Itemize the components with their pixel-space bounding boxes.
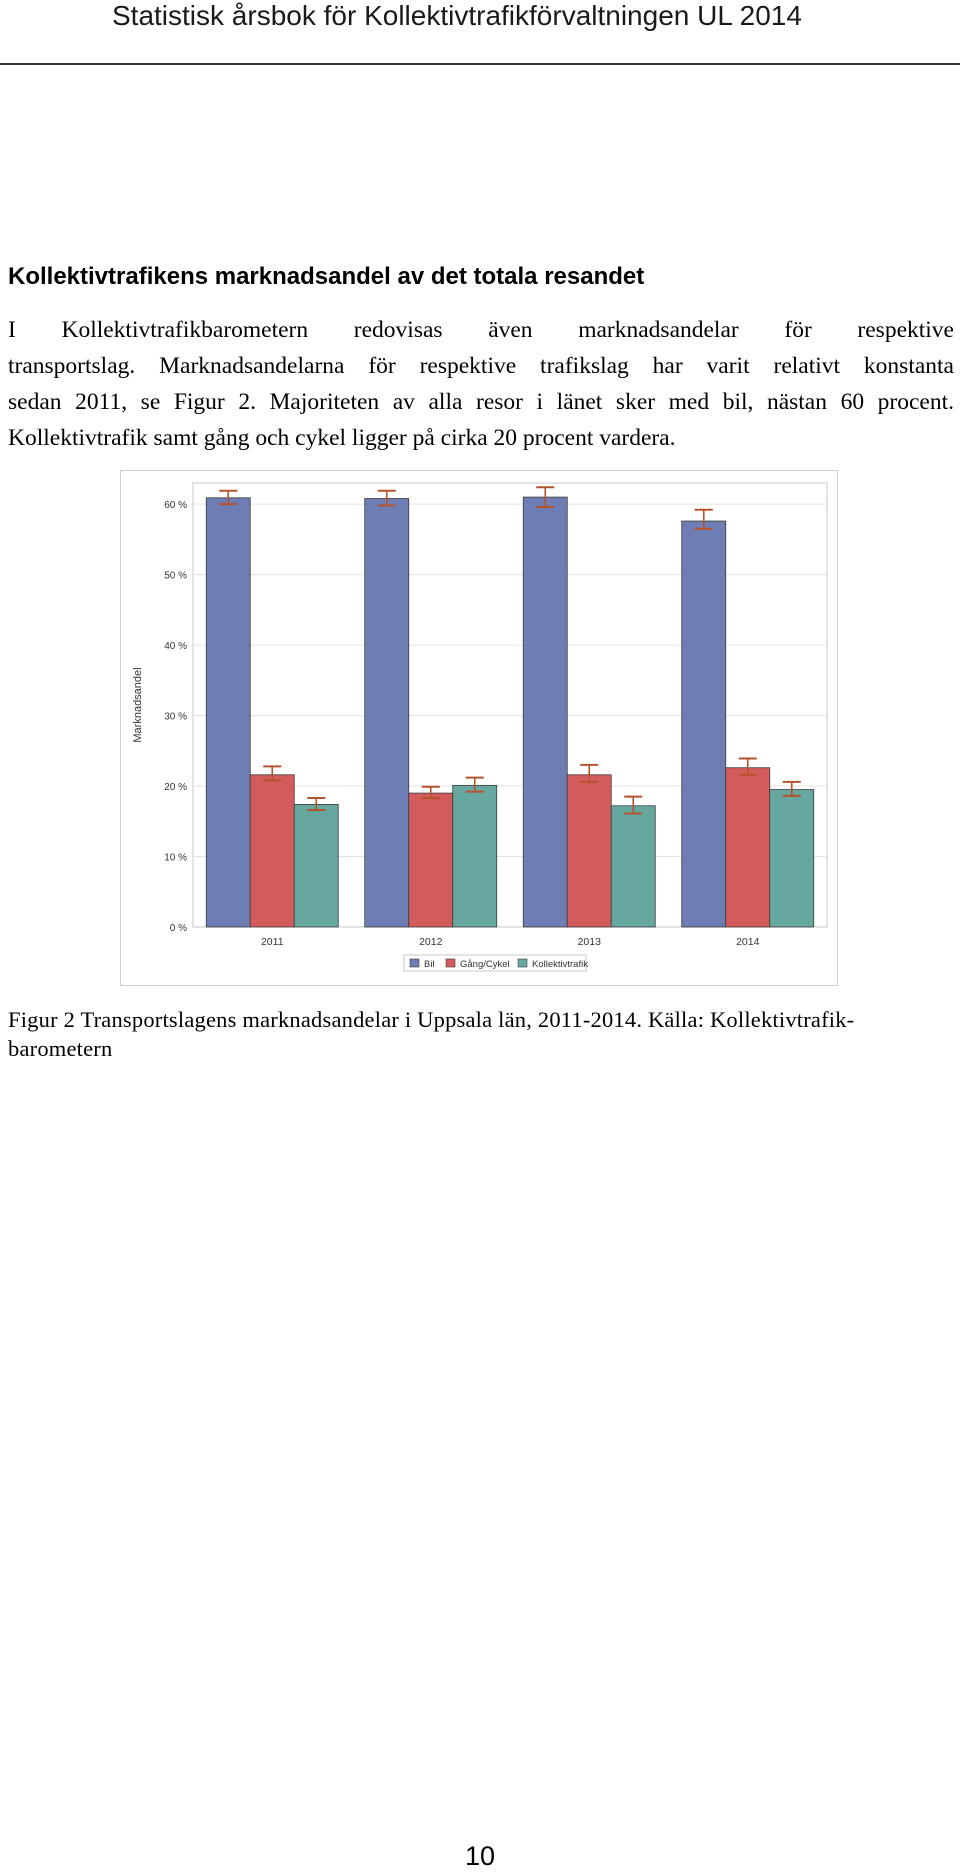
y-tick-label: 50 % (164, 570, 187, 582)
section-heading: Kollektivtrafikens marknadsandel av det totala resandet (8, 263, 645, 290)
y-tick-label: 40 % (164, 641, 187, 653)
bar-g-ng-cykel-2013 (567, 775, 611, 927)
x-tick-label: 2013 (577, 936, 601, 948)
paragraph-line: I Kollektivtrafikbarometern redovisas även marknadsandelar för respektive (8, 317, 954, 343)
bar-bil-2012 (365, 499, 409, 927)
bar-bil-2014 (682, 521, 726, 927)
paragraph-line: sedan 2011, se Figur 2. Majoriteten av alla resor i länet sker med bil, nästan 60 procent. (8, 389, 954, 415)
legend-swatch (518, 959, 527, 967)
bar-g-ng-cykel-2014 (726, 768, 770, 927)
bar-kollektivtrafik-2014 (770, 790, 814, 927)
y-axis-label: Marknadsandel (132, 667, 144, 743)
y-tick-label: 30 % (164, 711, 187, 723)
bar-kollektivtrafik-2012 (453, 785, 497, 927)
y-tick-label: 10 % (164, 852, 187, 864)
paragraph-line: Kollektivtrafik samt gång och cykel ligger på cirka 20 procent vardera. (8, 425, 676, 451)
caption-line: barometern (8, 1036, 113, 1061)
body-paragraph (8, 312, 954, 456)
page-number: 10 (464, 1841, 496, 1871)
figure-chart (120, 470, 838, 986)
bar-g-ng-cykel-2011 (250, 775, 294, 927)
legend-label: Kollektivtrafik (532, 959, 588, 970)
x-tick-label: 2011 (260, 936, 284, 948)
bar-kollektivtrafik-2011 (294, 804, 338, 927)
caption-line: Figur 2 Transportslagens marknadsandelar i Uppsala län, 2011-2014. Källa: Kollektivtrafik- (8, 1007, 855, 1032)
bar-g-ng-cykel-2012 (409, 793, 453, 927)
legend-label: Gång/Cykel (460, 959, 510, 970)
y-tick-label: 60 % (164, 500, 187, 512)
bar-bil-2013 (523, 497, 567, 927)
y-tick-label: 0 % (169, 923, 187, 934)
page-header-title: Statistisk årsbok för Kollektivtrafikförvaltningen UL 2014 (112, 0, 802, 31)
bar-bil-2011 (206, 498, 250, 927)
figure-caption (8, 1005, 954, 1063)
legend-swatch (446, 959, 455, 967)
paragraph-line: transportslag. Marknadsandelarna för respektive trafikslag har varit relativt konstanta (8, 353, 954, 379)
legend-label: Bil (424, 959, 435, 970)
y-tick-label: 20 % (164, 782, 187, 794)
legend-swatch (410, 959, 419, 967)
header-rule (0, 63, 960, 65)
x-tick-label: 2012 (419, 936, 443, 948)
x-tick-label: 2014 (736, 936, 760, 948)
bar-kollektivtrafik-2013 (611, 806, 655, 927)
bar-chart (121, 471, 837, 985)
